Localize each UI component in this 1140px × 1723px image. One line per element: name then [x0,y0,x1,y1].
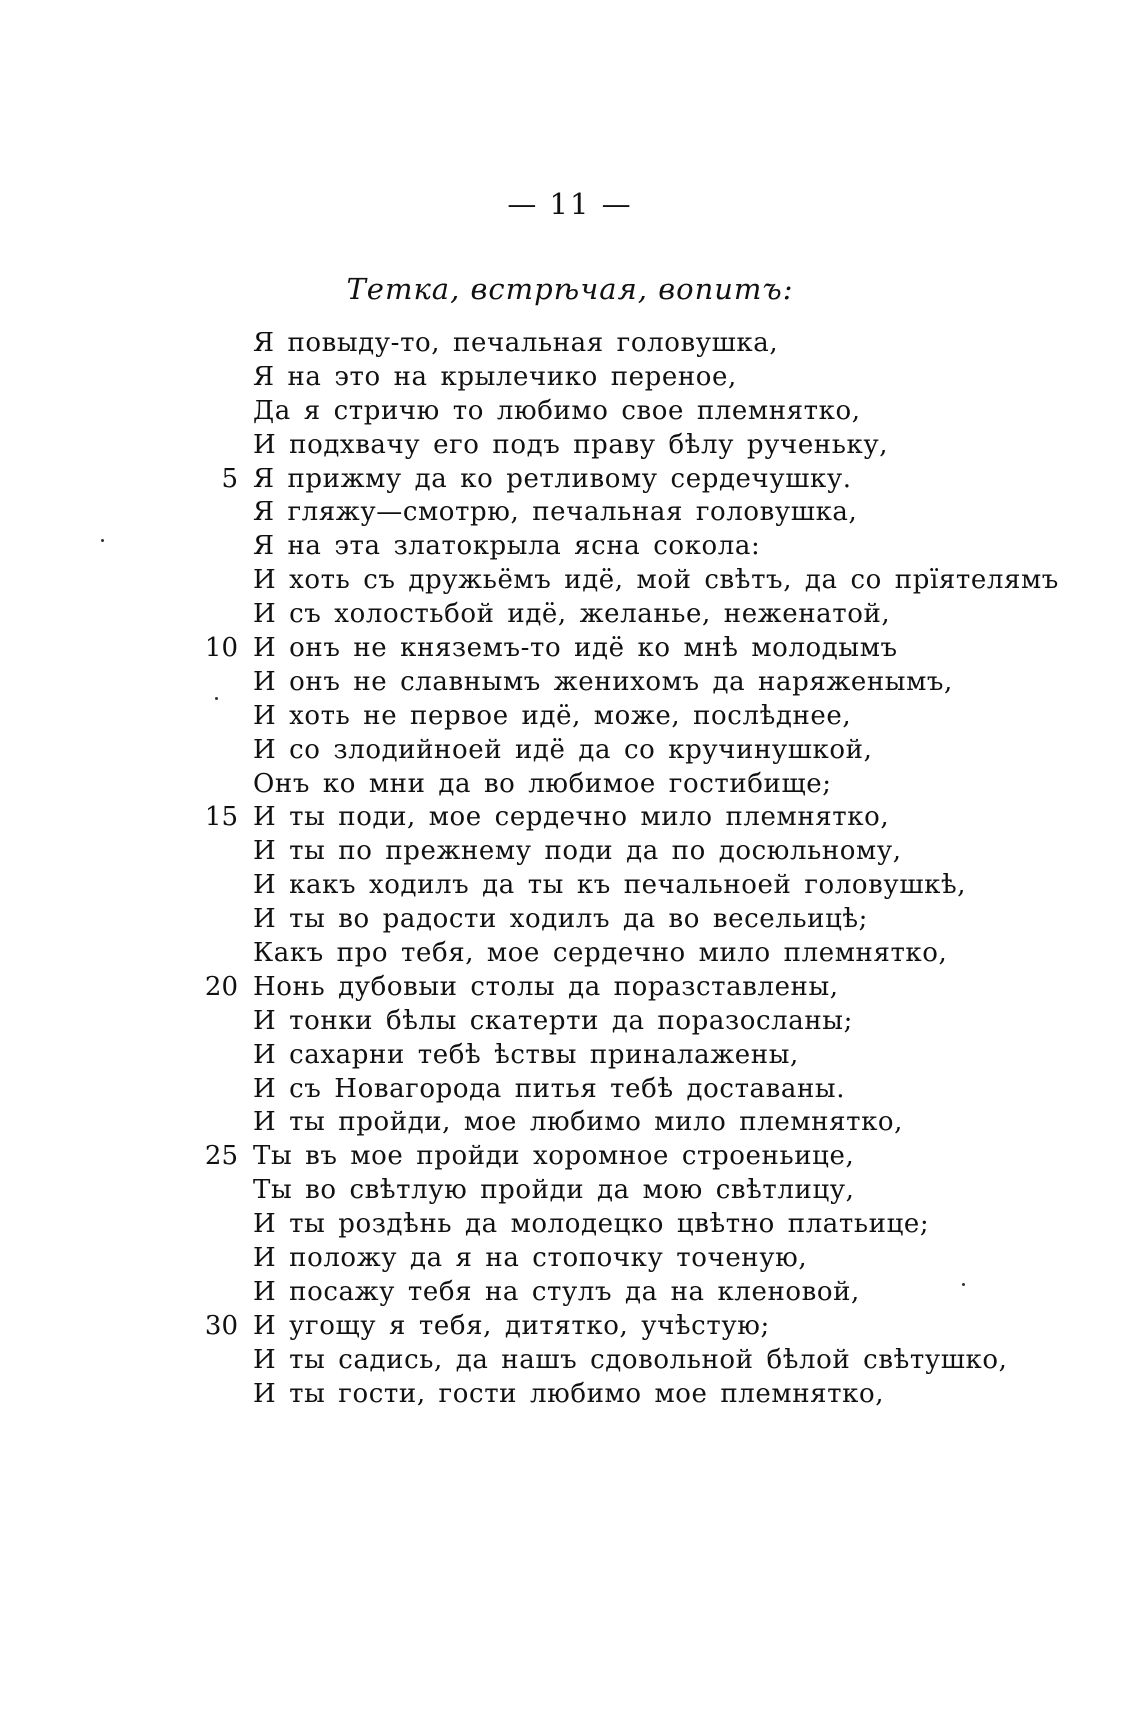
poem-line [198,1005,1018,1039]
line-text: Я на эта златокрыла ясна сокола: [253,531,761,562]
poem-line [198,835,1018,869]
line-number: 20 [204,971,238,1002]
line-text: Ты въ мое пройди хоромное строеньице, [253,1141,855,1172]
poem-line [198,971,1018,1005]
line-text: Нонь дубовыи столы да поразставлены, [253,971,839,1002]
poem-line [198,395,1018,429]
poem-line [198,1039,1018,1073]
poem-line [198,496,1018,530]
line-number: 5 [221,463,238,494]
poem-line [198,1174,1018,1208]
line-text: Ты во свѣтлую пройди да мою свѣтлицу, [253,1175,855,1206]
poem-line [198,564,1059,598]
poem-line [198,1242,1018,1276]
poem-line [198,530,1018,564]
line-number: 15 [204,802,238,833]
line-text: И подхвачу его подъ праву бѣлу рученьку, [253,429,889,460]
page-number: — 11 — [507,187,633,221]
line-number: 10 [204,633,238,664]
poem-line [198,327,1018,361]
poem-line [198,734,1018,768]
line-text: И онъ не славнымъ женихомъ да наряженымъ, [253,666,953,697]
poem-line [198,1344,1018,1378]
line-text: Я повыду-то, печальная головушка, [253,328,779,358]
line-text: И съ Новагорода питья тебѣ доставаны. [253,1073,846,1104]
poem-line [198,598,1018,632]
line-text: И сахарни тебѣ ѣствы приналажены, [253,1039,799,1070]
line-text: И положу да я на стопочку точеную, [253,1243,808,1274]
poem-line [198,1208,1018,1242]
poem-line [198,361,1018,395]
poem-heading: Тетка, встрѣчая, вопитъ: [346,272,794,306]
poem-line [198,937,1018,971]
line-number: 25 [204,1141,238,1172]
print-speck [101,539,104,542]
line-text: И ты пройди, мое любимо мило племнятко, [253,1107,904,1138]
line-text: И ты садись, да нашъ сдовольной бѣлой свѣтушко, [253,1344,1008,1375]
line-text: Я на это на крылечико переное, [253,361,737,392]
line-text: И съ холостьбой идё, желанье, неженатой, [253,599,891,630]
poem-line [198,1073,1018,1107]
poem-line [198,1378,1018,1412]
line-text: И ты гости, гости любимо мое племнятко, [253,1378,885,1409]
poem-line [198,632,1018,666]
line-text: Я прижму да ко ретливому сердечушку. [253,463,852,494]
poem-line [198,429,1018,463]
line-text: И онъ не княземъ-то идё ко мнѣ молодымъ [253,633,898,664]
line-text: И хоть не первое идё, може, послѣднее, [253,700,852,731]
line-text: Какъ про тебя, мое сердечно мило племнятко, [253,938,948,969]
poem-line [198,666,1018,700]
poem-line [198,1310,1018,1344]
line-text: И угощу я тебя, дитятко, учѣстую; [253,1310,770,1341]
poem-line [198,463,1018,497]
line-text: И ты во радости ходилъ да во весельицѣ; [253,904,869,935]
line-text: Онъ ко мни да во любимое гостибище; [253,768,832,799]
print-speck [962,1283,965,1286]
poem-line [198,1106,1018,1140]
line-text: И тонки бѣлы скатерти да поразосланы; [253,1005,853,1036]
poem-line [198,801,1018,835]
poem-lines [198,327,1059,1412]
line-number: 30 [204,1310,238,1341]
poem-line [198,1276,1018,1310]
poem-line [198,869,1018,903]
line-text: И хоть съ дружьёмъ идё, мой свѣтъ, да со прїятелямъ [253,565,1059,596]
line-text: И со злодийноей идё да со кручинушкой, [253,734,873,765]
line-text: И посажу тебя на стулъ да на кленовой, [253,1276,860,1307]
line-text: И ты поди, мое сердечно мило племнятко, [253,802,890,833]
line-text: Я гляжу—смотрю, печальная головушка, [253,497,858,528]
poem-line [198,768,1018,802]
poem-line [198,903,1018,937]
poem-line [198,1140,1018,1174]
line-text: И ты по прежнему поди да по досюльному, [253,836,902,867]
line-text: И ты роздѣнь да молодецко цвѣтно платьице; [253,1209,930,1240]
line-text: Да я стричю то любимо свое племнятко, [253,395,861,426]
poem-line [198,700,1018,734]
print-speck [215,697,218,700]
line-text: И какъ ходилъ да ты къ печальноей головушкѣ, [253,870,967,901]
